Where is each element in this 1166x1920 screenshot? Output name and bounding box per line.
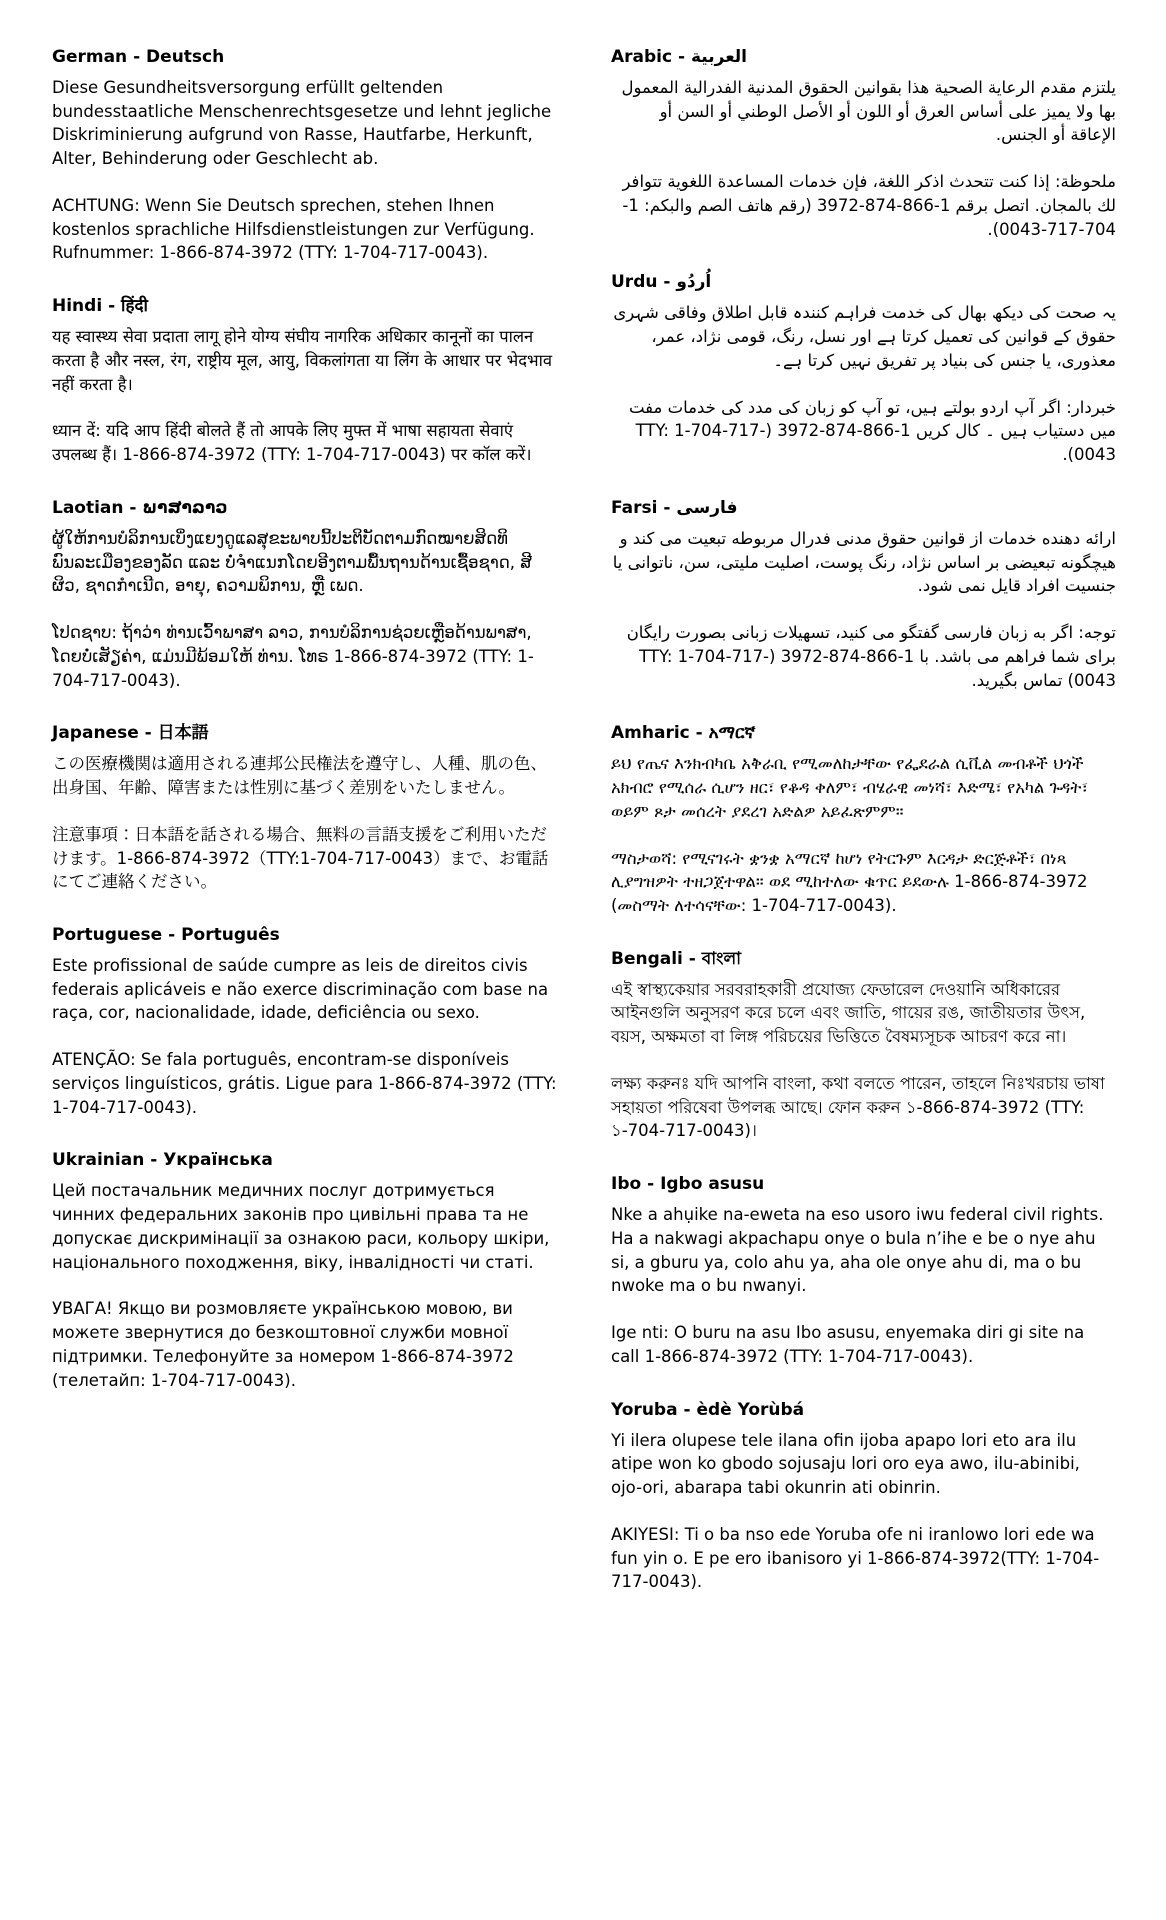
nondiscrimination-text-german: Diese Gesundheitsversorgung erfüllt geltenden bundesstaatliche Menschenrechtsgesetze und lehnt jegliche Diskriminierung aufgrund von Rasse, Hautfarbe, Herkunft, Alter, Behinderung oder Geschlecht ab. xyxy=(52,77,552,169)
language-heading-german: German - Deutsch xyxy=(52,47,225,67)
nondiscrimination-text-yoruba: Yi ilera olupese tele ilana ofin ijoba apapo lori eto ara ilu atipe won ko gbodo sojusaju lori oro eya awo, ilu-abinibi, ojo-ori, abarapa tabi okunrin ati obinrin. xyxy=(611,1430,1080,1498)
language-assistance-text-farsi: توجه: اگر به زبان فارسی گفتگو می کنید، تسهیلات زبانی بصورت رایگان برای شما فراهم می باشد. با 1-866-874-3972 (TTY: 1-704-717-0043) تماس بگیرید. xyxy=(626,623,1116,690)
language-assistance-text-arabic: ملحوظة: إذا كنت تتحدث اذكر اللغة، فإن خدمات المساعدة اللغوية تتوافر لك بالمجان. اتصل برقم 1-866-874-3972 (رقم هاتف الصم والبكم: 1-704-717-0043). xyxy=(622,172,1116,239)
section-german xyxy=(52,46,557,265)
language-assistance-text-ibo: Ige nti: O buru na asu Ibo asusu, enyemaka diri gi site na call 1-866-874-3972 (TTY: 1-704-717-0043). xyxy=(611,1323,1085,1366)
nondiscrimination-text-bengali: এই স্বাস্থ্যকেয়ার সরবরাহকারী প্রযোজ্য ফেডারেল দেওয়ানি অধিকারের আইনগুলি অনুসরণ করে চলে এবং জাতি, গায়ের রঙ, জাতীয়তার উৎস, বয়স, অক্ষমতা বা লিঙ্গ পরিচয়ের ভিত্তিতে বৈষম্যসূচক আচরণ করে না। xyxy=(611,979,1086,1047)
language-assistance-text-urdu: خبردار: اگر آپ اردو بولتے ہیں، تو آپ کو زبان کی مدد کی خدمات مفت میں دستیاب ہیں ۔ کال کریں 1-866-874-3972 (TTY: 1-704-717-0043). xyxy=(628,397,1116,465)
language-assistance-text-yoruba: AKIYESI: Ti o ba nso ede Yoruba ofe ni iranlowo lori ede wa fun yin o. E pe ero ibanisoro yi 1-866-874-3972(TTY: 1-704-717-0043). xyxy=(611,1524,1100,1592)
section-ukrainian xyxy=(52,1149,557,1392)
nondiscrimination-text-hindi: यह स्वास्थ्य सेवा प्रदाता लागू होने योग्य संघीय नागरिक अधिकार कानूनों का पालन करता है और नस्ल, रंग, राष्ट्रीय मूल, आयु, विकलांगता या लिंग के आधार पर भेदभाव नहीं करता है। xyxy=(52,327,553,394)
language-heading-bengali: Bengali - বাংলা xyxy=(611,948,742,969)
language-heading-urdu: Urdu - اُردُو xyxy=(611,272,712,293)
left-column xyxy=(52,46,557,1624)
section-ibo xyxy=(611,1173,1116,1368)
right-column xyxy=(611,46,1116,1624)
language-heading-ukrainian: Ukrainian - Українська xyxy=(52,1150,273,1171)
nondiscrimination-text-japanese: この医療機関は適用される連邦公民権法を遵守し、人種、肌の色、出身国、年齢、障害または性別に基づく差別をいたしません。 xyxy=(52,754,547,797)
language-heading-laotian: Laotian - ພາສາລາວ xyxy=(52,497,228,518)
section-urdu xyxy=(611,271,1116,466)
section-yoruba xyxy=(611,1399,1116,1594)
section-laotian xyxy=(52,497,557,692)
section-amharic xyxy=(611,722,1116,917)
nondiscrimination-text-farsi: ارائه دهنده خدمات از قوانین حقوق مدنی فدرال مربوطه تبعیت می کند و هیچگونه تبعیضی بر اساس نژاد، رنگ پوست، اصلیت ملیتی، سن، ناتوانی یا جنسیت افراد قایل نمی شود. xyxy=(612,528,1116,596)
language-assistance-text-ukrainian: УВАГА! Якщо ви розмовляєте українською мовою, ви можете звернутися до безкоштовної служби мовної підтримки. Телефонуйте за номером 1-866-874-3972 (телетайп: 1-704-717-0043). xyxy=(52,1299,514,1390)
section-farsi xyxy=(611,497,1116,692)
language-assistance-text-hindi: ध्यान दें: यदि आप हिंदी बोलते हैं तो आपके लिए मुफ्त में भाषा सहायता सेवाएं उपलब्ध हैं। 1-866-874-3972 (TTY: 1-704-717-0043) पर कॉल करें। xyxy=(52,421,532,465)
section-portuguese xyxy=(52,924,557,1119)
language-heading-ibo: Ibo - Igbo asusu xyxy=(611,1174,765,1195)
language-assistance-text-portuguese: ATENÇÃO: Se fala português, encontram-se disponíveis serviços linguísticos, grátis. Ligue para 1-866-874-3972 (TTY: 1-704-717-0043). xyxy=(52,1050,557,1117)
section-hindi xyxy=(52,295,557,467)
section-bengali xyxy=(611,948,1116,1143)
nondiscrimination-text-urdu: یہ صحت کی دیکھ بھال کی خدمت فراہم کنندہ قابل اطلاق وفاقی شہری حقوق کے قوانین کی تعمیل کرتا ہے اور نسل، رنگ، قومی نژاد، عمر، معذوری، یا جنس کی بنیاد پر تفریق نہیں کرتا ہے۔ xyxy=(613,303,1116,370)
language-heading-japanese: Japanese - 日本語 xyxy=(52,723,209,744)
language-heading-arabic: Arabic - العربية xyxy=(611,47,747,67)
language-heading-hindi: Hindi - हिंदी xyxy=(52,296,148,317)
language-assistance-text-amharic: ማስታወሻ: የሚናገሩት ቋንቋ አማርኛ ከሆነ የትርጉም እርዳታ ድርጅቶች፣ በነጻ ሊያግዝዎት ተዘጋጀተዋል። ወደ ሚከተለው ቁጥር ይደውሉ 1-866-874-3972 (መስማት ለተሳናቸው: 1-704-717-0043). xyxy=(611,848,1088,915)
nondiscrimination-text-ibo: Nke a ahụike na-eweta na eso usoro iwu federal civil rights. Ha a nakwagi akpachapu onye o bula n’ihe e be o nye ahu si, a gburu ya, colo ahu ya, aha ole onye ahu di, ma o bu nwoke ma o bu nwanyi. xyxy=(611,1205,1104,1296)
language-assistance-text-bengali: লক্ষ্য করুনঃ যদি আপনি বাংলা, কথা বলতে পারেন, তাহলে নিঃখরচায় ভাষা সহায়তা পরিষেবা উপলব্ধ আছে। ফোন করুন ১-866-874-3972 (TTY: ১-704-717-0043)। xyxy=(611,1073,1105,1141)
language-heading-portuguese: Portuguese - Português xyxy=(52,925,280,945)
section-japanese xyxy=(52,722,557,894)
language-heading-farsi: Farsi - فارسی xyxy=(611,497,738,518)
language-assistance-text-german: ACHTUNG: Wenn Sie Deutsch sprechen, stehen Ihnen kostenlos sprachliche Hilfsdienstleistungen zur Verfügung. Rufnummer: 1-866-874-3972 (TTY: 1-704-717-0043). xyxy=(52,195,535,263)
nondiscrimination-text-amharic: ይህ የጤና እንክብካቤ አቅራቢ የሚመለከታቸው የፌደራል ሲቪል መብቶች ህጎች አክብሮ የሚሰራ ሲሆን ዘር፣ የቆዳ ቀለም፣ ብሄራዊ መነሻ፣ እድሜ፣ የአካል ጉዳት፣ ወይም ጾታ መሰረት ያደረገ አድልዎ አይፈጽምም። xyxy=(611,754,1089,821)
language-heading-amharic: Amharic - አማርኛ xyxy=(611,723,756,744)
nondiscrimination-text-ukrainian: Цей постачальник медичних послуг дотримується чинних федеральних законів про цивільні права та не допускає дискримінації за ознакою раси, кольору шкіри, національного походження, віку, інвалідності чи статі. xyxy=(52,1181,550,1272)
nondiscrimination-text-portuguese: Este profissional de saúde cumpre as leis de direitos civis federais aplicáveis e não exerce discriminação com base na raça, cor, nacionalidade, idade, deficiência ou sexo. xyxy=(52,955,549,1023)
language-heading-yoruba: Yoruba - èdè Yorùbá xyxy=(611,1399,805,1420)
nondiscrimination-text-arabic: يلتزم مقدم الرعاية الصحية هذا بقوانين الحقوق المدنية الفدرالية المعمول بها ولا يميز على أساس العرق أو اللون أو الأصل الوطني أو السن أو الإعاقة أو الجنس. xyxy=(621,77,1116,145)
section-arabic xyxy=(611,46,1116,241)
language-assistance-text-laotian: ໂປດຊາບ: ຖ້າວ່າ ທ່ານເວົ້າພາສາ ລາວ, ການບໍລິການຊ່ວຍເຫຼືອດ້ານພາສາ, ໂດຍບໍ່ເສັຽຄ່າ, ແມ່ນມີພ້ອມໃຫ້ ທ່ານ. ໂທຣ 1-866-874-3972 (TTY: 1-704-717-0043). xyxy=(52,623,534,690)
nondiscrimination-text-laotian: ຜູ້ໃຫ້ການບໍລິການເບິ່ງແຍງດູແລສຸຂະພາບນີ້ປະຕິບັດຕາມກົດໝາຍສິດທິພົນລະເມືອງຂອງລັດ ແລະ ບໍ່ຈຳແນກໂດຍອີງຕາມພື້ນຖານດ້ານເຊື້ອຊາດ, ສີຜິວ, ຊາດກຳເນີດ, ອາຍຸ, ຄວາມພິການ, ຫຼື ເພດ. xyxy=(52,528,532,596)
language-assistance-text-japanese: 注意事項：日本語を話される場合、無料の言語支援をご利用いただけます。1-866-874-3972（TTY:1-704-717-0043）まで、お電話にてご連絡ください。 xyxy=(52,824,549,892)
